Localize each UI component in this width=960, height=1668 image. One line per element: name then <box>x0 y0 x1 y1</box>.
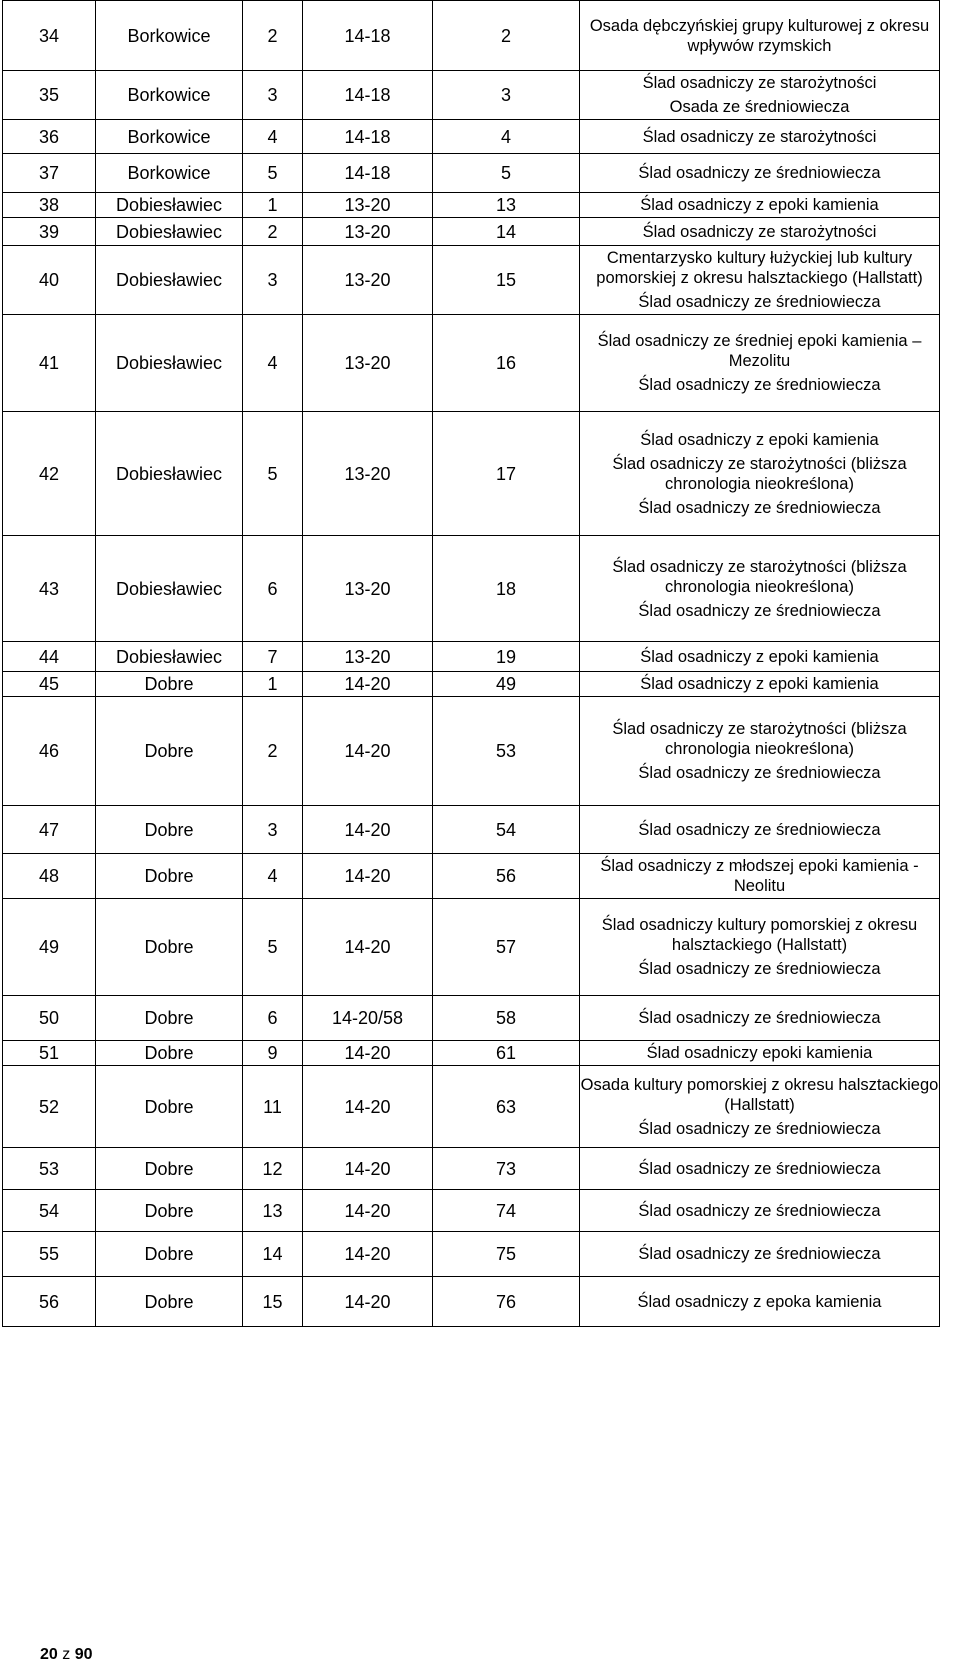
characteristic-entry: Ślad osadniczy ze starożytności (bliższa chronologia nieokreślona) <box>612 454 907 493</box>
azp-site-number-cell: 2 <box>433 1 580 71</box>
characteristic-entry: Ślad osadniczy ze średniowiecza <box>638 1119 881 1138</box>
locality-site-number-cell: 13 <box>243 1190 303 1232</box>
characteristic-entry: Ślad osadniczy z epoki kamienia <box>640 675 879 693</box>
site-characteristics-cell <box>580 1148 940 1190</box>
azp-site-number-cell: 73 <box>433 1148 580 1190</box>
azp-site-number-cell: 61 <box>433 1041 580 1066</box>
characteristic-entry: Osada kultury pomorskiej z okresu halsztackiego (Hallstatt) <box>580 1075 939 1114</box>
locality-name-cell: Dobiesławiec <box>96 315 243 412</box>
azp-sheet-cell: 14-20 <box>303 1190 433 1232</box>
table-row <box>3 71 940 120</box>
azp-sheet-cell: 14-18 <box>303 1 433 71</box>
table-row <box>3 120 940 154</box>
table-row <box>3 1277 940 1327</box>
characteristic-entry: Ślad osadniczy ze średniowiecza <box>638 1159 881 1178</box>
row-number-cell: 44 <box>3 642 96 672</box>
locality-name-cell: Dobiesławiec <box>96 412 243 536</box>
azp-site-number-cell: 5 <box>433 154 580 193</box>
locality-site-number-cell: 2 <box>243 1 303 71</box>
characteristic-entry: Ślad osadniczy z epoki kamienia <box>640 430 879 449</box>
locality-name-cell: Dobre <box>96 697 243 806</box>
locality-name-cell: Dobiesławiec <box>96 246 243 315</box>
table-row <box>3 806 940 854</box>
row-number-cell: 47 <box>3 806 96 854</box>
azp-sheet-cell: 14-20 <box>303 1232 433 1277</box>
azp-sheet-cell: 14-18 <box>303 154 433 193</box>
characteristic-entry: Ślad osadniczy ze średniowiecza <box>638 376 881 394</box>
locality-site-number-cell: 3 <box>243 806 303 854</box>
locality-site-number-cell: 6 <box>243 536 303 642</box>
locality-site-number-cell: 11 <box>243 1066 303 1148</box>
row-number-cell: 53 <box>3 1148 96 1190</box>
locality-site-number-cell: 2 <box>243 697 303 806</box>
locality-name-cell: Dobre <box>96 1190 243 1232</box>
table-row <box>3 154 940 193</box>
row-number-cell: 56 <box>3 1277 96 1327</box>
locality-site-number-cell: 12 <box>243 1148 303 1190</box>
azp-sheet-cell: 14-20 <box>303 1148 433 1190</box>
page-separator: z <box>62 1646 71 1663</box>
row-number-cell: 48 <box>3 854 96 899</box>
table-row <box>3 697 940 806</box>
characteristic-entry: Ślad osadniczy ze średniej epoki kamienia – Mezolitu <box>597 332 922 370</box>
site-characteristics-cell <box>580 642 940 672</box>
azp-site-number-cell: 14 <box>433 218 580 246</box>
azp-site-number-cell: 53 <box>433 697 580 806</box>
azp-site-number-cell: 58 <box>433 996 580 1041</box>
locality-site-number-cell: 5 <box>243 412 303 536</box>
table-row <box>3 1041 940 1066</box>
locality-name-cell: Dobre <box>96 1041 243 1066</box>
site-characteristics-cell <box>580 1277 940 1327</box>
row-number-cell: 49 <box>3 899 96 996</box>
row-number-cell: 41 <box>3 315 96 412</box>
azp-site-number-cell: 57 <box>433 899 580 996</box>
azp-sheet-cell: 14-20 <box>303 697 433 806</box>
characteristic-entry: Ślad osadniczy kultury pomorskiej z okresu halsztackiego (Hallstatt) <box>601 916 918 954</box>
sites-table-body <box>3 1 940 1327</box>
table-row <box>3 315 940 412</box>
characteristic-entry: Ślad osadniczy z młodszej epoki kamienia - Neolitu <box>600 857 919 895</box>
characteristic-entry: Ślad osadniczy ze średniowiecza <box>638 820 881 839</box>
characteristic-entry: Ślad osadniczy ze średniowiecza <box>638 601 881 620</box>
row-number-cell: 55 <box>3 1232 96 1277</box>
locality-name-cell: Dobre <box>96 996 243 1041</box>
azp-site-number-cell: 75 <box>433 1232 580 1277</box>
characteristic-entry: Ślad osadniczy ze średniowiecza <box>638 164 881 182</box>
locality-site-number-cell: 9 <box>243 1041 303 1066</box>
locality-site-number-cell: 2 <box>243 218 303 246</box>
azp-site-number-cell: 74 <box>433 1190 580 1232</box>
table-row <box>3 642 940 672</box>
row-number-cell: 38 <box>3 193 96 218</box>
row-number-cell: 35 <box>3 71 96 120</box>
site-characteristics-cell <box>580 1190 940 1232</box>
azp-site-number-cell: 76 <box>433 1277 580 1327</box>
locality-name-cell: Dobre <box>96 854 243 899</box>
characteristic-entry: Ślad osadniczy ze starożytności <box>642 74 877 92</box>
azp-site-number-cell: 18 <box>433 536 580 642</box>
site-characteristics-cell <box>580 193 940 218</box>
site-characteristics-cell <box>580 854 940 899</box>
site-characteristics-cell <box>580 697 940 806</box>
azp-sheet-cell: 13-20 <box>303 642 433 672</box>
table-row <box>3 246 940 315</box>
site-characteristics-cell <box>580 412 940 536</box>
locality-name-cell: Borkowice <box>96 154 243 193</box>
azp-site-number-cell: 4 <box>433 120 580 154</box>
page-number: 20 <box>40 1646 58 1663</box>
azp-sheet-cell: 13-20 <box>303 218 433 246</box>
row-number-cell: 46 <box>3 697 96 806</box>
azp-sheet-cell: 13-20 <box>303 536 433 642</box>
row-number-cell: 36 <box>3 120 96 154</box>
characteristic-entry: Ślad osadniczy ze średniowiecza <box>638 498 881 517</box>
azp-site-number-cell: 17 <box>433 412 580 536</box>
table-row <box>3 854 940 899</box>
locality-site-number-cell: 3 <box>243 71 303 120</box>
azp-site-number-cell: 63 <box>433 1066 580 1148</box>
table-row <box>3 536 940 642</box>
row-number-cell: 52 <box>3 1066 96 1148</box>
locality-name-cell: Dobre <box>96 806 243 854</box>
azp-sheet-cell: 14-20 <box>303 1066 433 1148</box>
row-number-cell: 39 <box>3 218 96 246</box>
locality-site-number-cell: 15 <box>243 1277 303 1327</box>
locality-site-number-cell: 5 <box>243 154 303 193</box>
characteristic-entry: Osada dębczyńskiej grupy kulturowej z okresu wpływów rzymskich <box>589 16 930 55</box>
locality-name-cell: Dobre <box>96 1277 243 1327</box>
locality-site-number-cell: 4 <box>243 120 303 154</box>
locality-site-number-cell: 4 <box>243 854 303 899</box>
characteristic-entry: Ślad osadniczy ze starożytności (bliższa chronologia nieokreślona) <box>612 720 907 758</box>
azp-sheet-cell: 13-20 <box>303 315 433 412</box>
site-characteristics-cell <box>580 120 940 154</box>
azp-sheet-cell: 14-20 <box>303 854 433 899</box>
azp-site-number-cell: 19 <box>433 642 580 672</box>
sites-table <box>2 0 940 1327</box>
table-row <box>3 996 940 1041</box>
row-number-cell: 45 <box>3 672 96 697</box>
locality-name-cell: Borkowice <box>96 120 243 154</box>
characteristic-entry: Ślad osadniczy ze średniowiecza <box>638 1245 881 1263</box>
characteristic-entry: Osada ze średniowiecza <box>669 98 850 116</box>
azp-site-number-cell: 15 <box>433 246 580 315</box>
characteristic-entry: Ślad osadniczy ze średniowiecza <box>638 960 881 978</box>
locality-name-cell: Dobre <box>96 1066 243 1148</box>
table-row <box>3 672 940 697</box>
site-characteristics-cell <box>580 246 940 315</box>
characteristic-entry: Ślad osadniczy ze starożytności <box>642 222 877 241</box>
table-row <box>3 1190 940 1232</box>
azp-sheet-cell: 13-20 <box>303 412 433 536</box>
row-number-cell: 54 <box>3 1190 96 1232</box>
azp-sheet-cell: 14-18 <box>303 120 433 154</box>
characteristic-entry: Ślad osadniczy ze średniowiecza <box>638 764 881 782</box>
azp-site-number-cell: 49 <box>433 672 580 697</box>
row-number-cell: 37 <box>3 154 96 193</box>
locality-name-cell: Dobre <box>96 1232 243 1277</box>
table-row <box>3 218 940 246</box>
row-number-cell: 51 <box>3 1041 96 1066</box>
locality-site-number-cell: 4 <box>243 315 303 412</box>
locality-name-cell: Dobiesławiec <box>96 218 243 246</box>
azp-sheet-cell: 14-18 <box>303 71 433 120</box>
site-characteristics-cell <box>580 315 940 412</box>
site-characteristics-cell <box>580 218 940 246</box>
azp-sheet-cell: 14-20 <box>303 899 433 996</box>
table-row <box>3 412 940 536</box>
row-number-cell: 42 <box>3 412 96 536</box>
row-number-cell: 34 <box>3 1 96 71</box>
row-number-cell: 50 <box>3 996 96 1041</box>
characteristic-entry: Ślad osadniczy z epoki kamienia <box>640 196 879 214</box>
site-characteristics-cell <box>580 1041 940 1066</box>
locality-name-cell: Dobiesławiec <box>96 193 243 218</box>
characteristic-entry: Ślad osadniczy ze średniowiecza <box>638 293 881 311</box>
azp-site-number-cell: 13 <box>433 193 580 218</box>
characteristic-entry: Ślad osadniczy z epoki kamienia <box>640 647 879 666</box>
characteristic-entry: Ślad osadniczy ze średniowiecza <box>638 1009 881 1027</box>
table-row <box>3 899 940 996</box>
site-characteristics-cell <box>580 1232 940 1277</box>
locality-site-number-cell: 5 <box>243 899 303 996</box>
locality-name-cell: Dobre <box>96 1148 243 1190</box>
site-characteristics-cell <box>580 672 940 697</box>
azp-sheet-cell: 14-20 <box>303 672 433 697</box>
locality-site-number-cell: 14 <box>243 1232 303 1277</box>
site-characteristics-cell <box>580 536 940 642</box>
characteristic-entry: Ślad osadniczy epoki kamienia <box>646 1044 873 1062</box>
site-characteristics-cell <box>580 899 940 996</box>
locality-site-number-cell: 1 <box>243 193 303 218</box>
characteristic-entry: Ślad osadniczy ze średniowiecza <box>638 1201 881 1220</box>
row-number-cell: 43 <box>3 536 96 642</box>
page-footer <box>40 1645 93 1665</box>
azp-sheet-cell: 14-20/58 <box>303 996 433 1041</box>
locality-name-cell: Dobre <box>96 899 243 996</box>
site-characteristics-cell <box>580 996 940 1041</box>
azp-site-number-cell: 54 <box>433 806 580 854</box>
azp-sheet-cell: 14-20 <box>303 1041 433 1066</box>
azp-site-number-cell: 3 <box>433 71 580 120</box>
characteristic-entry: Ślad osadniczy z epoka kamienia <box>637 1292 882 1311</box>
table-row <box>3 1 940 71</box>
azp-sheet-cell: 13-20 <box>303 193 433 218</box>
site-characteristics-cell <box>580 1066 940 1148</box>
site-characteristics-cell <box>580 1 940 71</box>
characteristic-entry: Ślad osadniczy ze starożytności <box>642 127 877 146</box>
locality-name-cell: Dobiesławiec <box>96 536 243 642</box>
site-characteristics-cell <box>580 154 940 193</box>
locality-site-number-cell: 6 <box>243 996 303 1041</box>
azp-site-number-cell: 16 <box>433 315 580 412</box>
azp-sheet-cell: 13-20 <box>303 246 433 315</box>
characteristic-entry: Cmentarzysko kultury łużyckiej lub kultury pomorskiej z okresu halsztackiego (Hallstatt) <box>596 249 923 287</box>
azp-site-number-cell: 56 <box>433 854 580 899</box>
locality-name-cell: Dobiesławiec <box>96 642 243 672</box>
characteristic-entry: Ślad osadniczy ze starożytności (bliższa chronologia nieokreślona) <box>612 557 907 596</box>
azp-sheet-cell: 14-20 <box>303 1277 433 1327</box>
table-row <box>3 1066 940 1148</box>
site-characteristics-cell <box>580 806 940 854</box>
table-row <box>3 1232 940 1277</box>
table-row <box>3 193 940 218</box>
row-number-cell: 40 <box>3 246 96 315</box>
locality-name-cell: Dobre <box>96 672 243 697</box>
site-characteristics-cell <box>580 71 940 120</box>
table-row <box>3 1148 940 1190</box>
locality-name-cell: Borkowice <box>96 71 243 120</box>
locality-site-number-cell: 1 <box>243 672 303 697</box>
azp-sheet-cell: 14-20 <box>303 806 433 854</box>
locality-name-cell: Borkowice <box>96 1 243 71</box>
locality-site-number-cell: 7 <box>243 642 303 672</box>
page-total: 90 <box>74 1646 93 1663</box>
locality-site-number-cell: 3 <box>243 246 303 315</box>
